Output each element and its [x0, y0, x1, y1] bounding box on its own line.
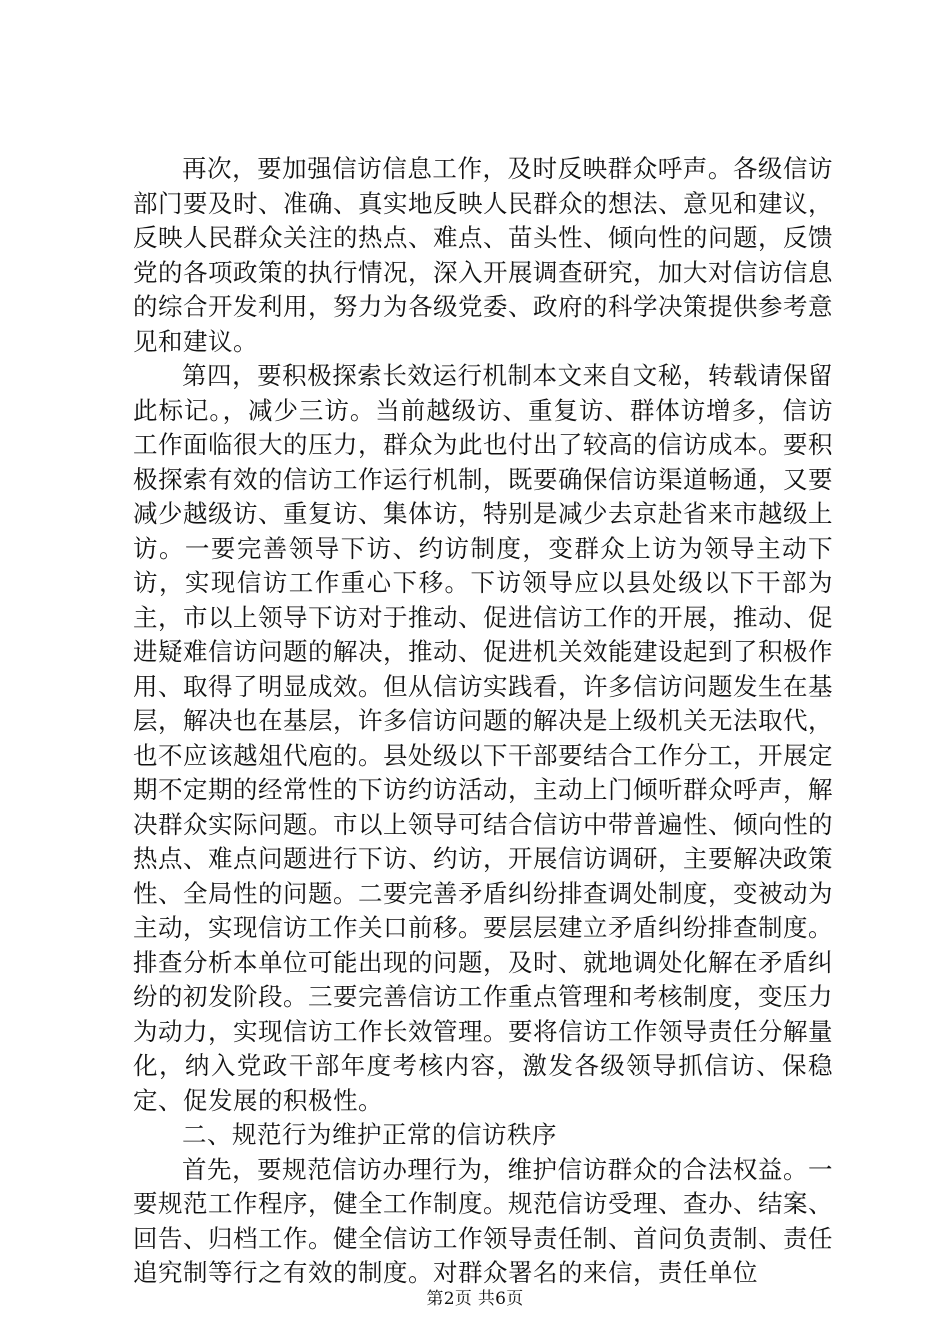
paragraph-standardize-handling: 首先，要规范信访办理行为，维护信访群众的合法权益。一要规范工作程序，健全工作制度。规范信访受理、查办、结案、回告、归档工作。健全信访工作领导责任制、首问负责制、责任追究制等行之有效的制度。对群众署名的来信，责任单位: [133, 1154, 833, 1287]
section-heading: 二、规范行为维护正常的信访秩序: [182, 1120, 557, 1149]
page-footer: 第2页 共6页: [426, 1289, 524, 1309]
document-body: [133, 152, 833, 1291]
paragraph-long-term-mechanism: 第四，要积极探索长效运行机制本文来自文秘，转载请保留此标记。，减少三访。当前越级访、重复访、群体访增多，信访工作面临很大的压力，群众为此也付出了较高的信访成本。要积极探索有效的信访工作运行机制，既要确保信访渠道畅通，又要减少越级访、重复访、集体访，特别是减少去京赴省来市越级上访。一要完善领导下访、约访制度，变群众上访为领导主动下访，实现信访工作重心下移。下访领导应以县处级以下干部为主，市以上领导下访对于推动、促进信访工作的开展，推动、促进疑难信访问题的解决，推动、促进机关效能建设起到了积极作用、取得了明显成效。但从信访实践看，许多信访问题发生在基层，解决也在基层，许多信访问题的解决是上级机关无法取代，也不应该越俎代庖的。县处级以下干部要结合工作分工，开展定期不定期的经常性的下访约访活动，主动上门倾听群众呼声，解决群众实际问题。市以上领导可结合信访中带普遍性、倾向性的热点、难点问题进行下访、约访，开展信访调研，主要解决政策性、全局性的问题。二要完善矛盾纠纷排查调处制度，变被动为主动，实现信访工作关口前移。要层层建立矛盾纠纷排查制度。排查分析本单位可能出现的问题，及时、就地调处化解在矛盾纠纷的初发阶段。三要完善信访工作重点管理和考核制度，变压力为动力，实现信访工作长效管理。要将信访工作领导责任分解量化，纳入党政干部年度考核内容，激发各级领导抓信访、保稳定、促发展的积极性。: [133, 361, 833, 1115]
paragraph-information-work: 再次，要加强信访信息工作，及时反映群众呼声。各级信访部门要及时、准确、真实地反映人民群众的想法、意见和建议，反映人民群众关注的热点、难点、苗头性、倾向性的问题，反馈党的各项政策的执行情况，深入开展调查研究，加大对信访信息的综合开发利用，努力为各级党委、政府的科学决策提供参考意见和建议。: [133, 154, 833, 356]
